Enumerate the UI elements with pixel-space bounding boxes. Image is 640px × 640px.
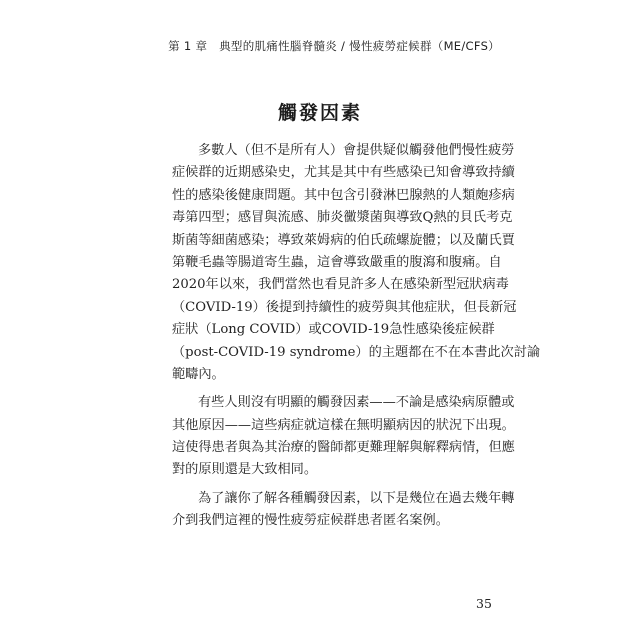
text-line: 範疇內。 [172, 366, 225, 382]
text-line: （COVID-19）後提到持續性的疲勞與其他症狀，但長新冠 [172, 299, 517, 315]
text-line: 有些人則沒有明顯的觸發因素——不論是感染病原體或 [198, 395, 515, 411]
text-line: 其他原因——這些病症就這樣在無明顯病因的狀況下出現。 [172, 417, 515, 433]
page-number: 35 [476, 596, 492, 611]
text-line: 2020年以來，我們當然也看見許多人在感染新型冠狀病毒 [172, 277, 509, 293]
running-header: 第 1 章 典型的肌痛性腦脊髓炎 / 慢性疲勞症候群（ME/CFS） [168, 39, 500, 53]
paragraph-2 [172, 392, 515, 482]
text-line: 這使得患者與為其治療的醫師都更難理解與解釋病情，但應 [172, 440, 515, 456]
text-line: 症狀（Long COVID）或COVID-19急性感染後症候群 [172, 322, 495, 338]
text-line: 性的感染後健康問題。其中包含引發淋巴腺熱的人類皰疹病 [172, 187, 515, 203]
text-line: 斯菌等細菌感染；導致萊姆病的伯氏疏螺旋體；以及蘭氏賈 [172, 232, 515, 248]
paragraph-1 [172, 140, 541, 386]
text-line: 多數人（但不是所有人）會提供疑似觸發他們慢性疲勞 [198, 143, 515, 158]
section-title: 觸發因素 [277, 102, 362, 124]
paragraph-3 [172, 488, 515, 533]
text-line: 症候群的近期感染史，尤其是其中有些感染已知會導致持續 [172, 165, 515, 181]
text-line: （post-COVID-19 syndrome）的主題都在不在本書此次討論 [172, 344, 541, 360]
text-line: 為了讓你了解各種觸發因素，以下是幾位在過去幾年轉 [198, 490, 515, 506]
text-line: 毒第四型；感冒與流感、肺炎黴漿菌與導致Q熱的貝氏考克 [172, 210, 513, 226]
text-line: 對的原則還是大致相同。 [172, 462, 318, 478]
text-line: 第鞭毛蟲等腸道寄生蟲，這會導致嚴重的腹瀉和腹痛。自 [172, 254, 502, 270]
text-line: 介到我們這裡的慢性疲勞症候群患者匿名案例。 [172, 513, 449, 529]
body-text [172, 140, 541, 533]
